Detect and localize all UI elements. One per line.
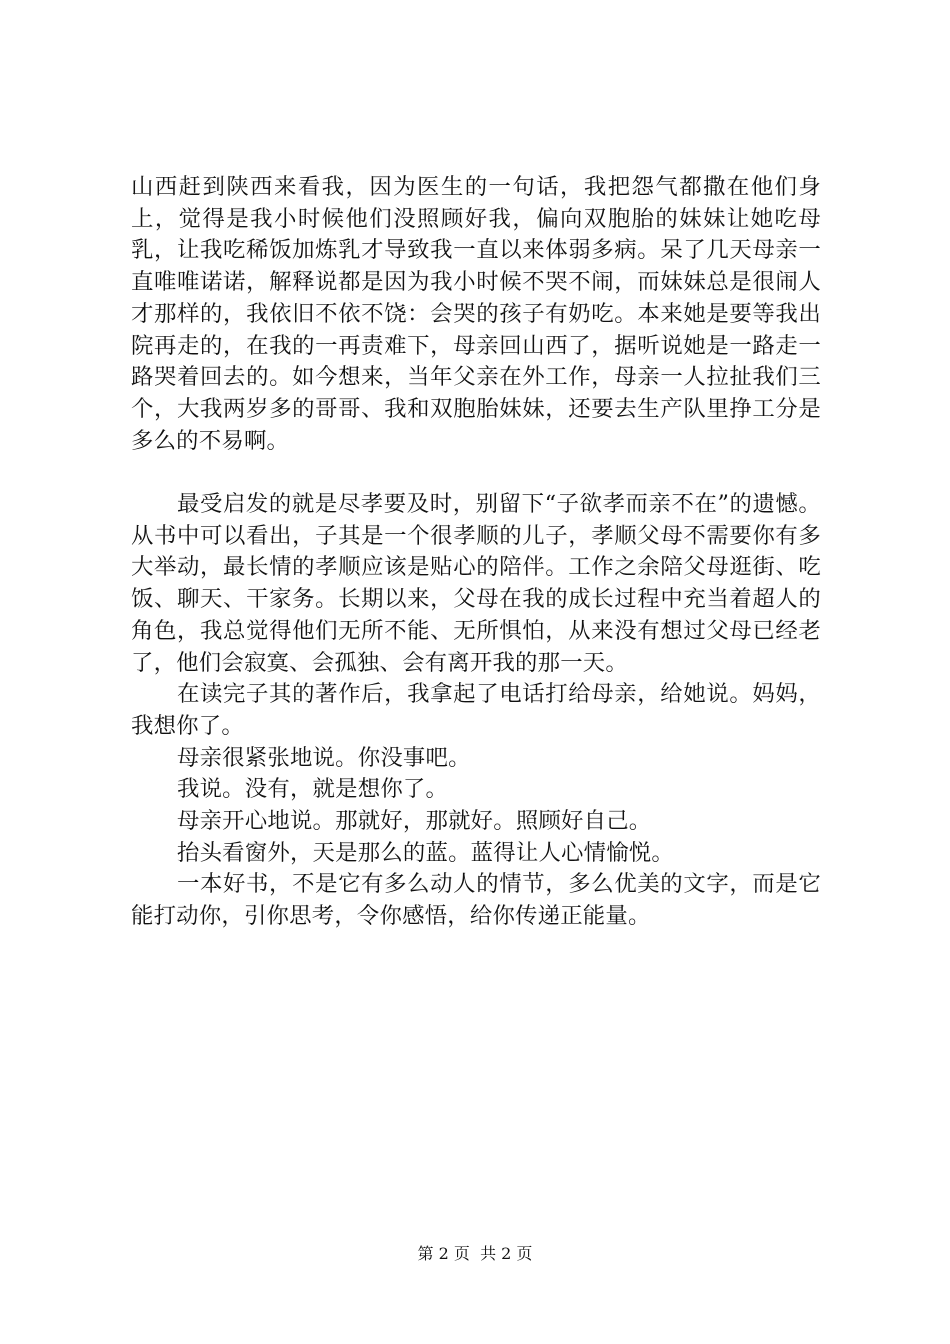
paragraph: 我说。没有，就是想你了。 (177, 776, 449, 803)
paragraph: 母亲开心地说。那就好，那就好。照顾好自己。 (177, 808, 652, 835)
paragraph: 最受启发的就是尽孝要及时，别留下“子欲孝而亲不在”的遗憾。从书中可以看出，子其是一个很孝顺的儿子，孝顺父母不需要你有多大举动，最长情的孝顺应该是贴心的陪伴。工作之余陪父母逛街、吃饭、聊天、干家务。长期以来，父母在我的成长过程中充当着超人的角色，我总觉得他们无所不能、无所惧怕，从来没有想过父母已经老了，他们会寂寞、会孤独、会有离开我的那一天。 (131, 491, 821, 676)
paragraph: 山西赶到陕西来看我，因为医生的一句话，我把怨气都撒在他们身上，觉得是我小时候他们没照顾好我，偏向双胞胎的妹妹让她吃母乳，让我吃稀饭加炼乳才导致我一直以来体弱多病。呆了几天母亲一直唯唯诺诺，解释说都是因为我小时候不哭不闹，而妹妹总是很闹人才那样的，我依旧不依不饶：会哭的孩子有奶吃。本来她是要等我出院再走的，在我的一再责难下，母亲回山西了，据听说她是一路走一路哭着回去的。如今想来，当年父亲在外工作，母亲一人拉扯我们三个，大我两岁多的哥哥、我和双胞胎妹妹，还要去生产队里挣工分是多么的不易啊。 (131, 174, 821, 454)
paragraph: 在读完子其的著作后，我拿起了电话打给母亲，给她说。妈妈，我想你了。 (131, 681, 821, 739)
page-number-label: 第 2 页 共 2 页 (417, 1244, 533, 1263)
document-body (131, 172, 821, 933)
paragraph: 母亲很紧张地说。你没事吧。 (177, 744, 471, 771)
paragraph: 一本好书，不是它有多么动人的情节，多么优美的文字，而是它能打动你，引你思考，令你感悟，给你传递正能量。 (131, 871, 821, 930)
page-footer (0, 1244, 950, 1264)
paragraph: 抬头看窗外，天是那么的蓝。蓝得让人心情愉悦。 (177, 839, 674, 866)
